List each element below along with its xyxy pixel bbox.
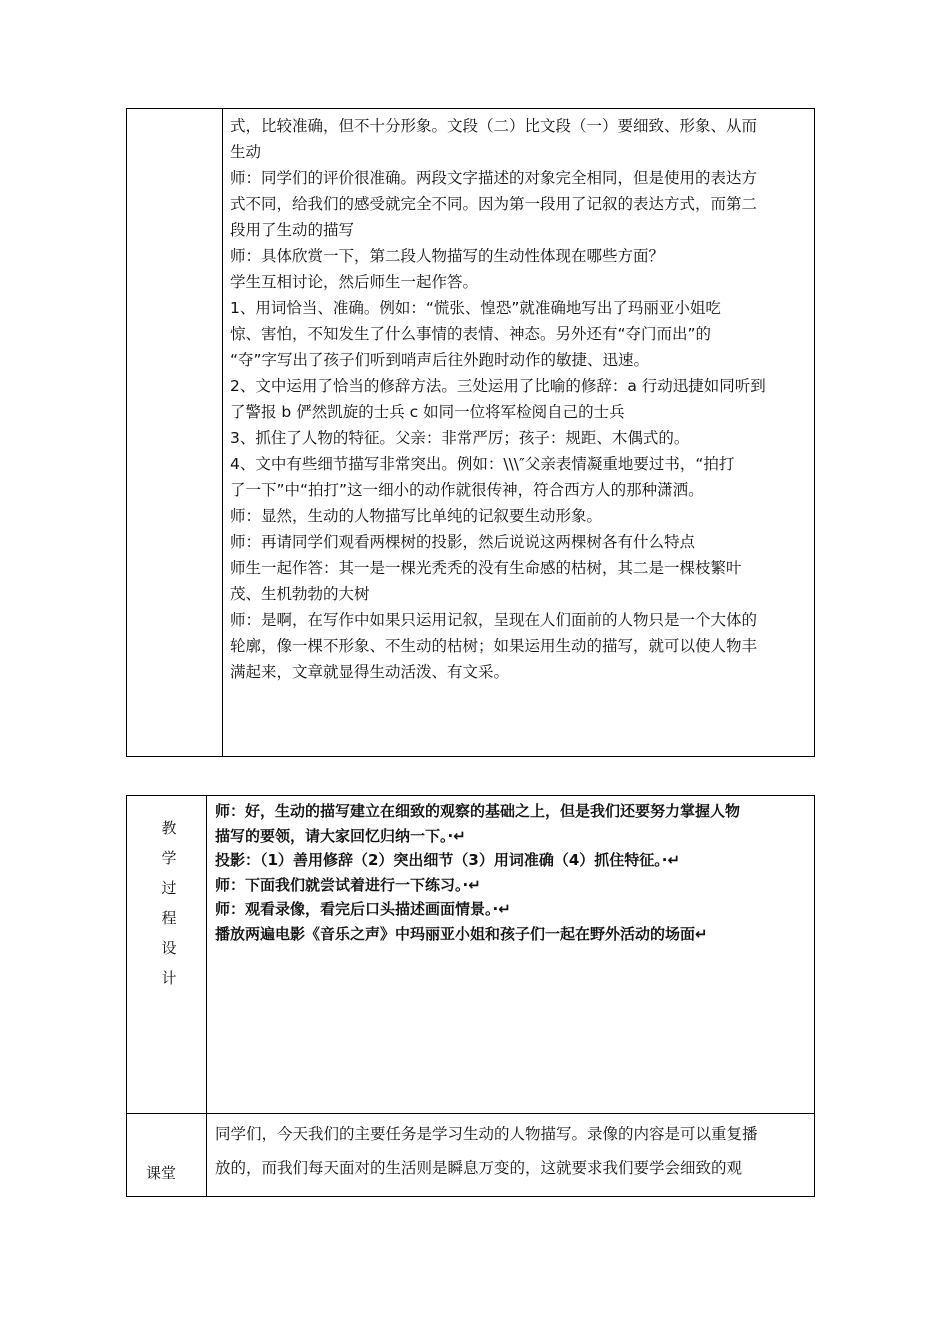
text-line: 师：具体欣赏一下，第二段人物描写的生动性体现在哪些方面？ bbox=[230, 247, 665, 265]
section-label-classroom: 课堂 bbox=[146, 1164, 177, 1182]
text-line: 段用了生动的描写 bbox=[230, 221, 355, 239]
table2-row2-content bbox=[215, 1117, 807, 1185]
text-line: 式，比较准确，但不十分形象。文段（二）比文段（一）要细致、形象、从而 bbox=[230, 117, 758, 135]
text-line: 放的，而我们每天面对的生活则是瞬息万变的，这就要求我们要学会细致的观 bbox=[215, 1159, 743, 1177]
text-line: 3、抓住了人物的特征。父亲：非常严厉；孩子：规距、木偶式的。 bbox=[230, 429, 690, 447]
text-line: 生动 bbox=[230, 143, 262, 161]
text-line: 同学们，今天我们的主要任务是学习生动的人物描写。录像的内容是可以重复播 bbox=[215, 1125, 758, 1143]
text-line: 1、用词恰当、准确。例如：“慌张、惶恐”就准确地写出了玛丽亚小姐吃 bbox=[230, 299, 721, 317]
text-line: 轮廓，像一棵不形象、不生动的枯树；如果运用生动的描写，就可以使人物丰 bbox=[230, 637, 758, 655]
label-char: 过 bbox=[161, 879, 177, 897]
label-char: 设 bbox=[161, 939, 177, 957]
text-line: 学生互相讨论，然后师生一起作答。 bbox=[230, 273, 479, 291]
text-line: 了一下”中“拍打”这一细小的动作就很传神，符合西方人的那种潇洒。 bbox=[230, 481, 704, 499]
label-char: 学 bbox=[161, 849, 177, 867]
text-line: 惊、害怕，不知发生了什么事情的表情、神态。另外还有“夺门而出”的 bbox=[230, 325, 712, 343]
text-line: 4、文中有些细节描写非常突出。例如：\\\″父亲表情凝重地要过书，“拍打 bbox=[230, 455, 735, 473]
section-label-teaching-process-design bbox=[155, 813, 183, 993]
text-line: 播放两遍电影《音乐之声》中玛丽亚小姐和孩子们一起在野外活动的场面↵ bbox=[215, 924, 708, 943]
text-line: 师生一起作答：其一是一棵光秃秃的没有生命感的枯树，其二是一棵枝繁叶 bbox=[230, 559, 742, 577]
text-line: 描写的要领，请大家回忆归纳一下。·↵ bbox=[215, 826, 466, 845]
label-char: 计 bbox=[161, 969, 177, 987]
label-char: 程 bbox=[161, 909, 177, 927]
text-line: 师：好，生动的描写建立在细致的观察的基础之上，但是我们还要努力掌握人物 bbox=[215, 802, 741, 820]
text-line: 式不同，给我们的感受就完全不同。因为第一段用了记叙的表达方式，而第二 bbox=[230, 195, 758, 213]
row-divider bbox=[127, 1113, 814, 1114]
text-line: 师：再请同学们观看两棵树的投影，然后说说这两棵树各有什么特点 bbox=[230, 533, 696, 551]
label-char: 教 bbox=[161, 819, 177, 837]
text-line: 了警报 b 俨然凯旋的士兵 c 如同一位将军检阅自己的士兵 bbox=[230, 403, 625, 421]
table2-content bbox=[215, 799, 805, 946]
text-line: 师：是啊，在写作中如果只运用记叙，呈现在人们面前的人物只是一个大体的 bbox=[230, 611, 758, 629]
column-divider bbox=[222, 109, 223, 756]
text-line: 师：显然，生动的人物描写比单纯的记叙要生动形象。 bbox=[230, 507, 603, 525]
text-line: 师：下面我们就尝试着进行一下练习。·↵ bbox=[215, 875, 481, 894]
text-line: 投影：（1）善用修辞（2）突出细节（3）用词准确（4）抓住特征。·↵ bbox=[215, 851, 681, 869]
column-divider bbox=[206, 796, 207, 1196]
text-line: 师：同学们的评价很准确。两段文字描述的对象完全相同，但是使用的表达方 bbox=[230, 169, 758, 187]
text-line: 茂、生机勃勃的大树 bbox=[230, 585, 370, 603]
text-line: 满起来，文章就显得生动活泼、有文采。 bbox=[230, 663, 510, 681]
text-line: “夺”字写出了孩子们听到哨声后往外跑时动作的敏捷、迅速。 bbox=[230, 351, 650, 369]
text-line: 师：观看录像，看完后口头描述画面情景。·↵ bbox=[215, 900, 511, 918]
text-line: 2、文中运用了恰当的修辞方法。三处运用了比喻的修辞：a 行动迅捷如同听到 bbox=[230, 377, 766, 395]
table1-content bbox=[230, 113, 808, 685]
